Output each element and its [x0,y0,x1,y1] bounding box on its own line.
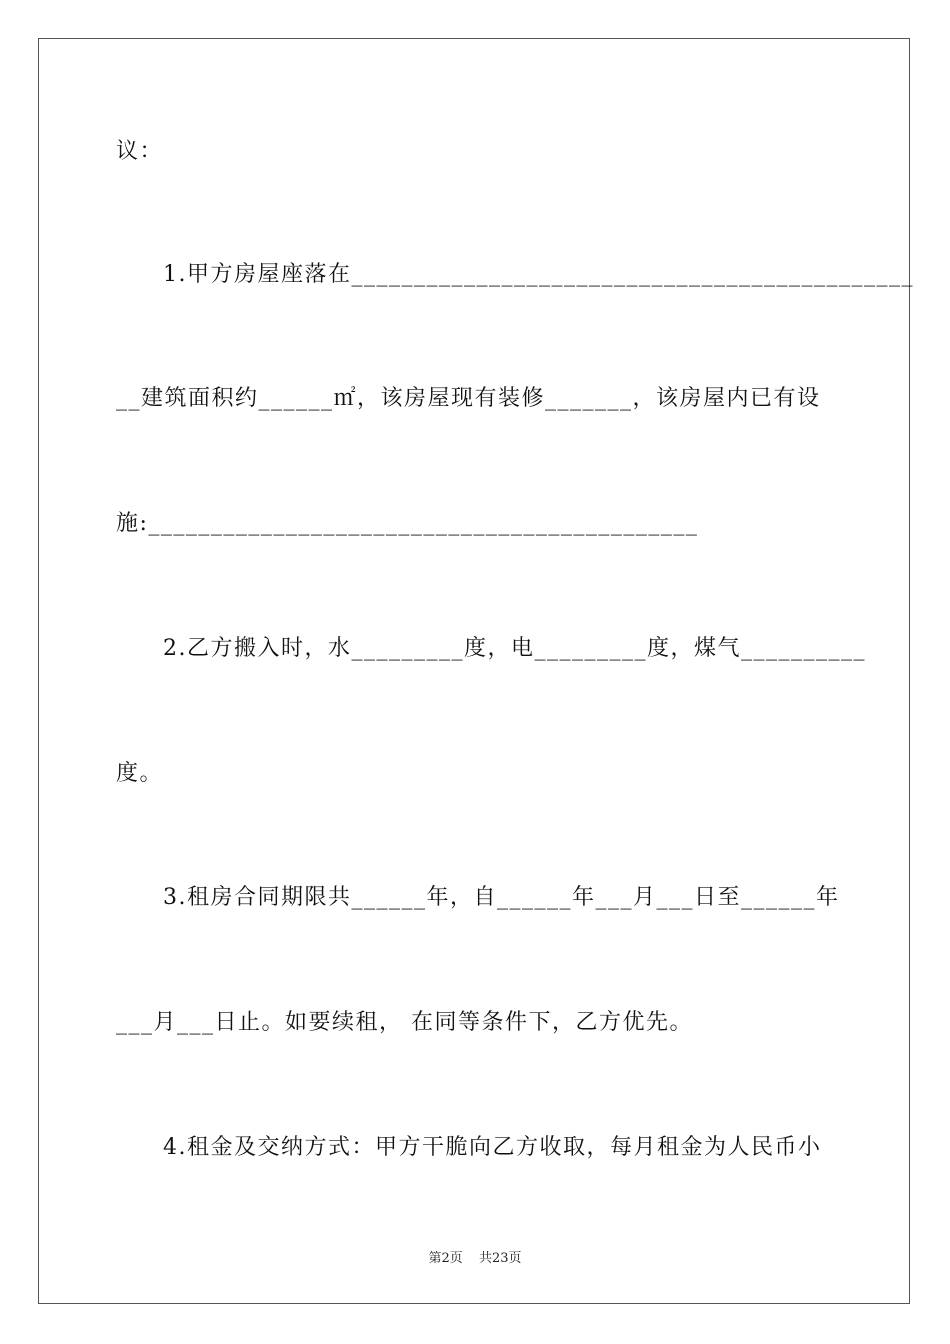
text-line-1: 议： [116,139,164,164]
clause-2-line: 2.乙方搬入时，水_________度，电_________度，煤气__________ [163,636,866,661]
page-number: 第2页 [428,1251,463,1266]
clause-1-line: 1.甲方房屋座落在_____________________________________________ [163,262,914,287]
clause-1-cont-line: __建筑面积约______㎡，该房屋现有装修_______，该房屋内已有设 [116,386,821,411]
clause-2-end-line: 度。 [116,761,164,786]
clause-3-line: 3.租房合同期限共______年，自______年___月___日至______年 [163,885,840,910]
page-total: 共23页 [478,1251,522,1266]
page-frame [38,38,910,1304]
clause-4-line: 4.租金及交纳方式：甲方干脆向乙方收取，每月租金为人民币小 [163,1135,822,1160]
page-footer [0,1247,950,1266]
clause-1-facilities-line: 施:____________________________________________ [116,511,699,536]
clause-3-cont-line: ___月___日止。如要续租， 在同等条件下，乙方优先。 [116,1010,693,1035]
